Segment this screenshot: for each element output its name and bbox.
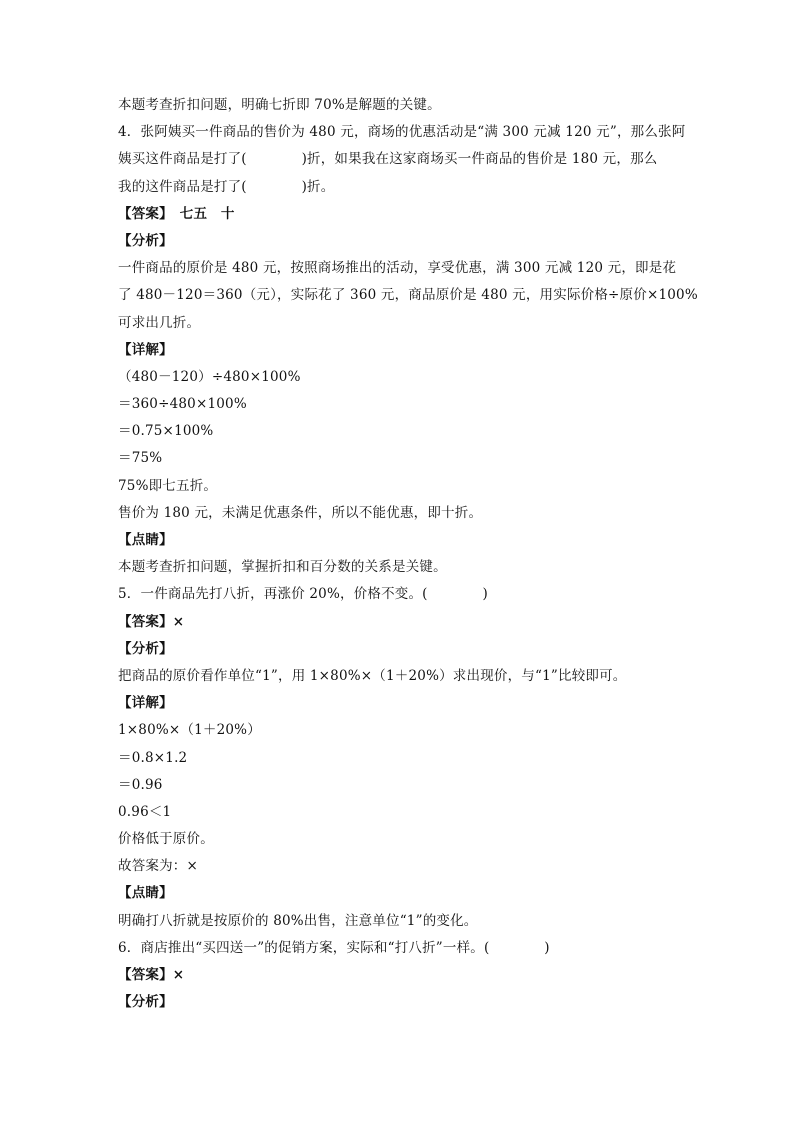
comment-heading: 【点睛】 [118, 532, 173, 548]
text-line: 可求出几折。 [118, 314, 201, 331]
text-line: 本题考查折扣问题，掌握折扣和百分数的关系是关键。 [118, 559, 447, 576]
formula-line: ＝0.96 [118, 776, 163, 793]
answer-heading: 【答案】× [118, 613, 185, 630]
answer-heading: 【答案】× [118, 967, 185, 983]
question-5-line: 5．一件商品先打八折，再涨价 20%，价格不变。( ) [118, 586, 488, 603]
question-6-line: 6．商店推出“买四送一”的促销方案，实际和“打八折”一样。( ) [118, 939, 550, 956]
text-line: 一件商品的原价是 480 元，按照商场推出的活动，享受优惠，满 300 元减 120 元，即是花 [118, 260, 677, 277]
formula-line: ＝360÷480×100% [118, 396, 247, 413]
text-line: 了 480－120＝360（元），实际花了 360 元，商品原价是 480 元，用实际价格÷原价×100% [118, 287, 698, 304]
document-content [118, 92, 698, 1016]
formula-line: ＝0.75×100% [118, 423, 214, 440]
detail-heading: 【详解】 [118, 695, 173, 712]
formula-line: 1×80%×（1＋20%） [118, 722, 261, 739]
analysis-heading: 【分析】 [118, 640, 173, 657]
formula-line: 0.96＜1 [118, 803, 172, 820]
detail-heading: 【详解】 [118, 341, 173, 358]
text-line: 故答案为：× [118, 858, 199, 875]
text-line: 明确打八折就是按原价的 80%出售，注意单位“1”的变化。 [118, 912, 478, 929]
text-line: 本题考查折扣问题，明确七折即 70%是解题的关键。 [118, 97, 441, 113]
answer-heading: 【答案】 七五 十 [118, 205, 235, 222]
question-4-line-2: 姨买这件商品是打了( )折，如果我在这家商场买一件商品的售价是 180 元，那么 [118, 151, 658, 168]
comment-heading: 【点睛】 [118, 885, 173, 902]
question-4-line-1: 4．张阿姨买一件商品的售价为 480 元，商场的优惠活动是“满 300 元减 120 元”，那么张阿 [118, 124, 686, 141]
formula-line: ＝0.8×1.2 [118, 749, 188, 766]
question-4-line-3: 我的这件商品是打了( )折。 [118, 178, 335, 195]
formula-line: （480－120）÷480×100% [118, 368, 301, 385]
text-line: 75%即七五折。 [118, 477, 218, 494]
text-line: 价格低于原价。 [118, 831, 214, 848]
analysis-heading: 【分析】 [118, 994, 173, 1011]
formula-line: ＝75% [118, 450, 163, 467]
analysis-heading: 【分析】 [118, 232, 173, 249]
text-line: 售价为 180 元，未满足优惠条件，所以不能优惠，即十折。 [118, 504, 483, 521]
text-line: 把商品的原价看作单位“1”，用 1×80%×（1＋20%）求出现价，与“1”比较即可。 [118, 667, 627, 684]
